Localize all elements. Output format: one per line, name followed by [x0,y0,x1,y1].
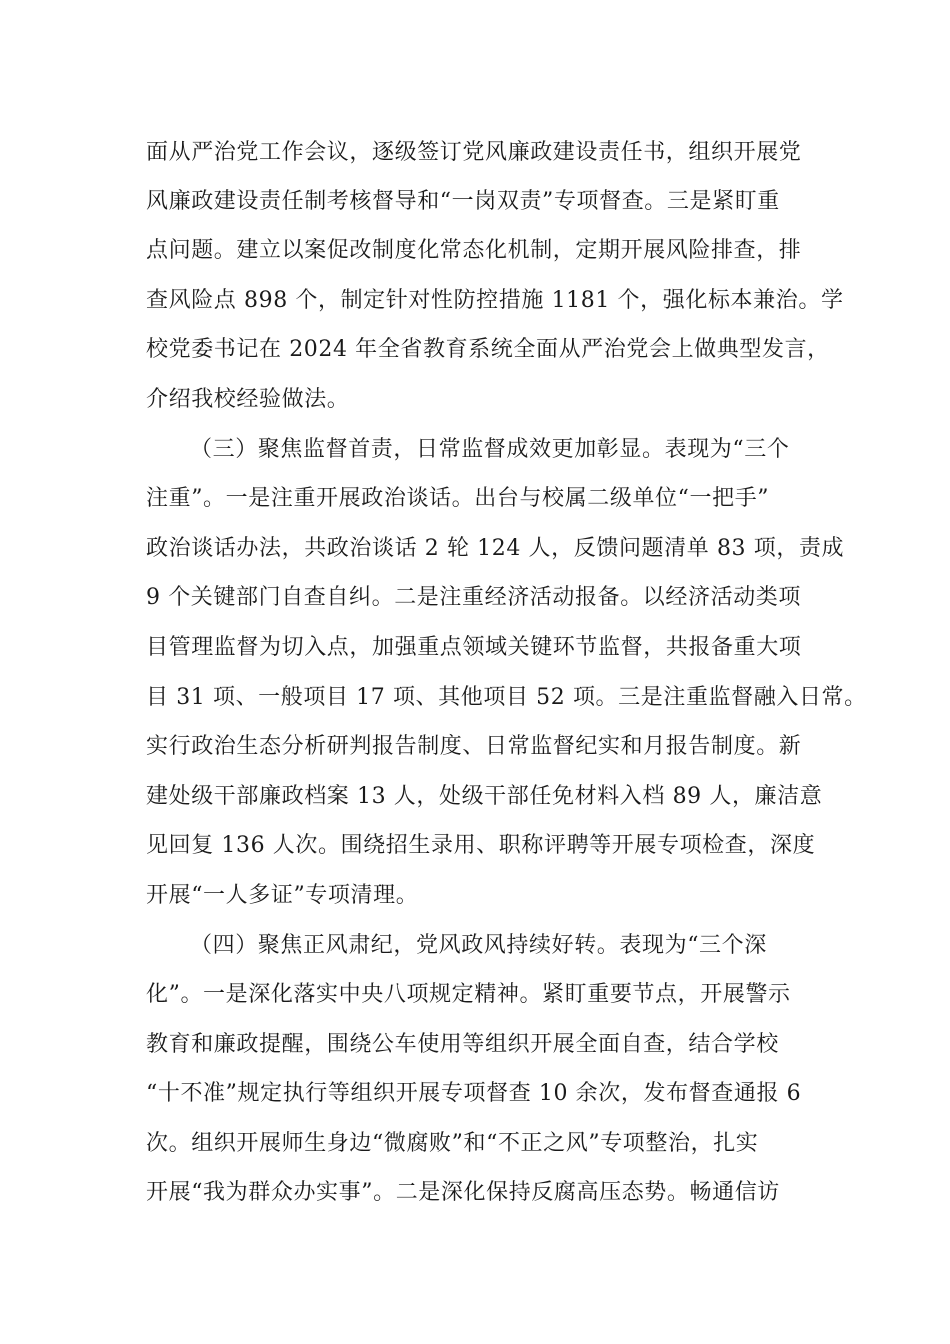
paragraph-2-line-2: 注重”。一是注重开展政治谈话。出台与校属二级单位“一把手” [146,486,770,511]
paragraph-2-line-6: 目 31 项、一般项目 17 项、其他项目 52 项。三是注重监督融入日常。 [146,685,867,710]
paragraph-2-line-5: 目管理监督为切入点，加强重点领域关键环节监督，共报备重大项 [146,635,802,660]
paragraph-2-line-1: （三）聚焦监督首责，日常监督成效更加彰显。表现为“三个 [190,437,790,462]
paragraph-3-line-4: “十不准”规定执行等组织开展专项督查 10 余次，发布督查通报 6 [146,1081,802,1106]
paragraph-3-line-1: （四）聚焦正风肃纪，党风政风持续好转。表现为“三个深 [190,933,767,958]
paragraph-2-line-9: 见回复 136 人次。围绕招生录用、职称评聘等开展专项检查，深度 [146,833,816,858]
paragraph-2-line-4: 9 个关键部门自查自纠。二是注重经济活动报备。以经济活动类项 [146,585,801,610]
paragraph-2-line-8: 建处级干部廉政档案 13 人，处级干部任免材料入档 89 人，廉洁意 [146,784,823,809]
paragraph-3-line-5: 次。组织开展师生身边“微腐败”和“不正之风”专项整治，扎实 [146,1131,759,1156]
paragraph-2-line-10: 开展“一人多证”专项清理。 [146,883,419,908]
paragraph-1-line-4: 查风险点 898 个，制定针对性防控措施 1181 个，强化标本兼治。学 [146,288,844,313]
paragraph-1-line-6: 介绍我校经验做法。 [146,387,350,412]
paragraph-3-line-6: 开展“我为群众办实事”。二是深化保持反腐高压态势。畅通信访 [146,1180,780,1205]
paragraph-1-line-1: 面从严治党工作会议，逐级签订党风廉政建设责任书，组织开展党 [146,140,802,165]
paragraph-1-line-2: 风廉政建设责任制考核督导和“一岗双责”专项督查。三是紧盯重 [146,189,780,214]
paragraph-2-line-3: 政治谈话办法，共政治谈话 2 轮 124 人，反馈问题清单 83 项，责成 [146,536,845,561]
paragraph-3-line-3: 教育和廉政提醒，围绕公车使用等组织开展全面自查，结合学校 [146,1032,779,1057]
paragraph-2-line-7: 实行政治生态分析研判报告制度、日常监督纪实和月报告制度。新 [146,734,802,759]
paragraph-3-line-2: 化”。一是深化落实中央八项规定精神。紧盯重要节点，开展警示 [146,982,791,1007]
paragraph-1-line-3: 点问题。建立以案促改制度化常态化机制，定期开展风险排查，排 [146,238,802,263]
paragraph-1-line-5: 校党委书记在 2024 年全省教育系统全面从严治党会上做典型发言， [146,337,830,362]
